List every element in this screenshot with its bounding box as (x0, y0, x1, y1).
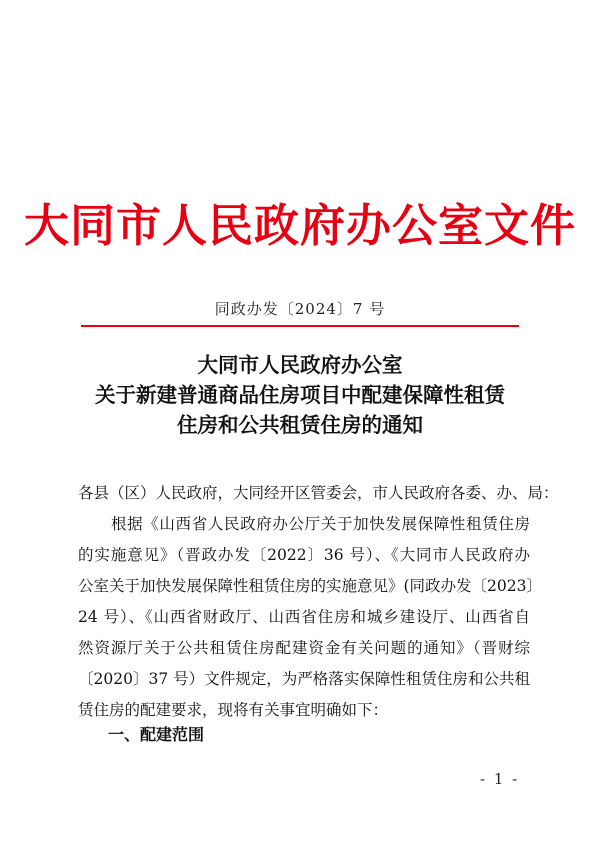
title-line-2: 关于新建普通商品住房项目中配建保障性租赁 (95, 383, 505, 407)
issuer-header: 大同市人民政府办公室文件 (23, 199, 576, 252)
section-heading: 一、配建范围 (108, 725, 205, 744)
paragraph-line-7: 赁住房的配建要求，现将有关事宜明确如下： (78, 701, 389, 719)
document-number: 同政办发〔2024〕7 号 (214, 300, 386, 318)
page-number: - 1 - (480, 770, 520, 788)
paragraph-line-2: 的实施意见》（晋政办发〔2022〕36 号）、《大同市人民政府办 (78, 546, 530, 564)
document-title (0, 350, 600, 440)
paragraph-line-1: 根据《山西省人民政府办公厅关于加快发展保障性租赁住房 (111, 515, 530, 533)
document-body (78, 478, 559, 726)
red-divider (81, 325, 519, 327)
addressee-line: 各县（区）人民政府，大同经开区管委会，市人民政府各委、办、局： (78, 484, 559, 502)
paragraph-line-6: 〔2020〕37 号）文件规定，为严格落实保障性租赁住房和公共租 (78, 670, 530, 688)
title-line-1: 大同市人民政府办公室 (197, 353, 403, 377)
paragraph-line-5: 然资源厅关于公共租赁住房配建资金有关问题的通知》（晋财综 (78, 639, 530, 657)
paragraph-line-4: 24 号）、《山西省财政厅、山西省住房和城乡建设厅、山西省自 (78, 608, 530, 626)
title-line-3: 住房和公共租赁住房的通知 (177, 413, 423, 437)
paragraph-line-3: 公室关于加快发展保障性租赁住房的实施意见》(同政办发〔2023〕 (78, 577, 542, 595)
